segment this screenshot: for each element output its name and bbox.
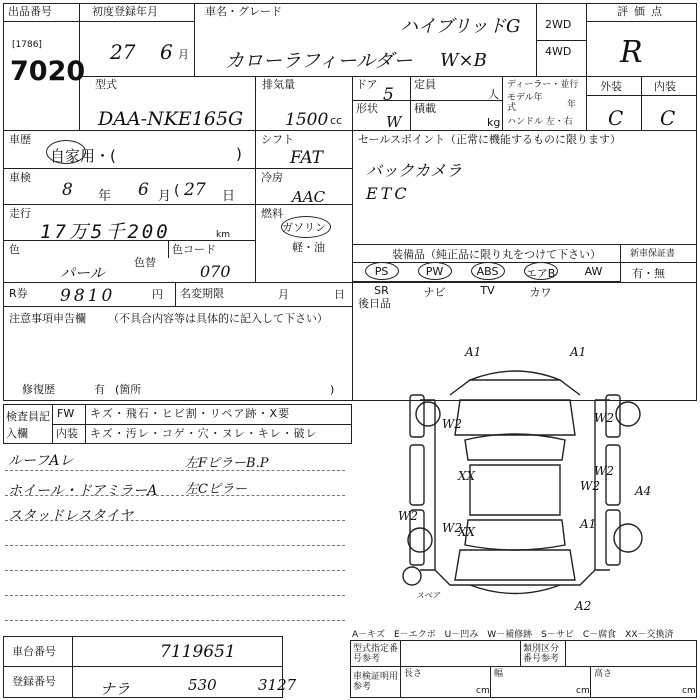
dealer-label: ディーラー・並行 (507, 80, 579, 90)
car-diagram (380, 340, 700, 620)
equipment-circle (418, 262, 452, 280)
lot-number: 7020 (10, 56, 86, 87)
repair-value: 有 (94, 383, 105, 396)
divider (194, 3, 195, 76)
notes-hint: （不具合内容等は具体的に記入して下さい） (108, 312, 328, 325)
model-value: DAA-NKE165G (98, 108, 244, 130)
trunk (455, 550, 575, 580)
history-value: 自家用・( (50, 147, 116, 165)
color-code-label: 色コード (172, 243, 216, 256)
displacement-unit: cc (330, 114, 343, 127)
inspector-label: 検査員記入欄 (6, 410, 50, 440)
ruled-line (5, 620, 345, 621)
damage-mark: W2 (398, 509, 418, 523)
class-label: 類別区分番号参考 (523, 644, 560, 664)
rear-seat-label: 後日品 (358, 297, 391, 310)
rear-bumper (470, 585, 560, 594)
hood (455, 400, 575, 435)
handwritten-right-1: 左FピラーB.P (185, 456, 269, 471)
ruled-line (5, 545, 345, 546)
inspection-paren: ( (174, 183, 180, 199)
model-label: 型式 (95, 78, 117, 91)
mileage-value: 17万5千200 (40, 221, 171, 243)
inspection-label: 車検 (9, 171, 31, 184)
inspection-year: 8 (62, 180, 73, 200)
reg-month: 6 (160, 40, 173, 64)
sales-point-2: ETC (366, 184, 410, 203)
divider (641, 76, 642, 130)
equipment-item: ABS (476, 265, 499, 278)
interior-label: 内装 (654, 80, 676, 93)
shape-label: 形状 (356, 102, 378, 115)
wheel-rl-icon (408, 528, 432, 552)
inspection-day-unit: 日 (222, 189, 236, 204)
lot-label: 出品番号 (8, 5, 52, 18)
handle-label: ハンドル 左・右 (507, 117, 573, 127)
divider (3, 666, 283, 667)
registration-label: 登録番号 (12, 675, 56, 688)
registration-region: ナラ (100, 680, 131, 698)
mileage-label: 走行 (9, 207, 31, 220)
color-code-value: 070 (200, 262, 231, 281)
exterior-label: 外装 (600, 80, 622, 93)
ruled-line (5, 570, 345, 571)
divider (72, 636, 73, 698)
damage-mark: A2 (575, 599, 592, 613)
shape-value: W (386, 113, 402, 131)
inspection-year-unit: 年 (98, 189, 112, 204)
capacity-label: 定員 (414, 78, 436, 91)
divider (502, 76, 503, 130)
inspector-fw-label: FW (57, 407, 75, 420)
chassis-label: 車台番号 (12, 645, 56, 658)
warranty-label: 新車保証書 (630, 249, 676, 259)
inspector-fw-text: キズ・飛石・ヒビ割・リペア跡・X要 (90, 407, 291, 420)
divider (352, 100, 502, 101)
equipment-item: カワ (529, 286, 552, 299)
divider (52, 424, 352, 425)
load-label: 積載 (414, 102, 436, 115)
divider (400, 640, 401, 698)
fuel-circle (281, 216, 331, 238)
damage-mark: A4 (635, 484, 652, 498)
damage-mark: W2 (442, 521, 462, 535)
divider (3, 21, 79, 22)
divider (79, 76, 697, 77)
top-front-curve (470, 371, 560, 380)
handwritten-right-2: 左Cピラー (185, 482, 247, 497)
damage-mark: A1 (570, 345, 587, 359)
first-reg-label: 初度登録年月 (92, 5, 158, 18)
name-change-label: 名変期限 (180, 287, 224, 300)
windshield (465, 434, 565, 460)
history-label: 車歴 (9, 133, 31, 146)
mileage-unit: km (216, 230, 230, 240)
divider (350, 666, 697, 667)
damage-legend: A－キズ E－エクボ U－凹み W－補修跡 S－サビ C－腐食 XX－交換済 (352, 630, 674, 640)
lot-ref: [1786] (12, 40, 42, 50)
damage-mark: W2 (594, 411, 614, 425)
handwritten-note-3: スタッドレスタイヤ (8, 508, 134, 524)
equipment-circle (471, 262, 505, 280)
divider (620, 244, 621, 282)
aircon-label: 冷房 (261, 171, 283, 184)
history-circle (46, 140, 86, 164)
divider (175, 282, 176, 306)
sales-point-1: バックカメラ (366, 161, 463, 180)
score-value: R (620, 35, 643, 70)
cm-1: cm (476, 686, 490, 696)
divider (168, 240, 169, 258)
model-year-unit: 年 (567, 100, 577, 110)
ruled-line (5, 595, 345, 596)
damage-marks (398, 345, 651, 613)
drive-2wd: 2WD (545, 18, 572, 31)
notes-label: 注意事項申告欄 (9, 312, 86, 325)
car-name-handwritten: カローラフィールダー (225, 50, 413, 72)
reg-month-unit: 月 (178, 48, 189, 61)
divider (352, 262, 697, 263)
divider (85, 404, 86, 444)
registration-number: 3127 (258, 676, 297, 694)
equipment-circle (365, 262, 399, 280)
registration-class: 530 (188, 676, 217, 694)
repair-location: (箇所 (115, 383, 142, 396)
grade-handwritten: ハイブリッドG (400, 16, 521, 37)
equipment-item: SR (374, 284, 389, 297)
cm-2: cm (576, 686, 590, 696)
width-label: 幅 (494, 669, 504, 679)
damage-mark: スペア (416, 591, 440, 600)
cert-label: 車検証明用参考 (353, 672, 399, 692)
history-close: ) (236, 145, 242, 163)
model-spec-label: 型式指定番号参考 (353, 644, 399, 664)
capacity-unit: 人 (488, 88, 499, 101)
door-label: ドア (356, 78, 378, 91)
inspector-int-label: 内装 (56, 427, 78, 440)
roof (470, 465, 560, 515)
fuel-gasoline: ガソリン (282, 221, 326, 234)
height-label: 高さ (594, 669, 613, 679)
damage-mark: A1 (465, 345, 482, 359)
divider (590, 666, 591, 698)
exterior-value: C (608, 106, 624, 130)
recycle-unit: 円 (152, 288, 163, 301)
divider (586, 21, 697, 22)
equipment-item: PW (425, 265, 444, 278)
divider (3, 306, 352, 307)
load-unit: kg (487, 116, 501, 129)
wheel-rr-icon (614, 524, 642, 552)
side-panel-fl (410, 395, 424, 437)
repaint-label: 色替 (134, 256, 156, 269)
spare-wheel-icon (403, 567, 421, 585)
damage-mark: W2 (580, 479, 600, 493)
equipment-item: エアB (525, 267, 556, 280)
divider (79, 21, 194, 22)
fuel-diesel: 軽・油 (292, 241, 325, 254)
inspection-month-unit: 月 (158, 189, 172, 204)
sales-points-label: セールスポイント（正常に機能するものに限ります） (358, 133, 622, 146)
equipment-item: TV (480, 284, 495, 297)
grade-extra: W×B (440, 50, 487, 71)
damage-mark: W2 (594, 464, 614, 478)
warranty-value: 有・無 (632, 267, 665, 280)
aircon-value: AAC (292, 188, 326, 206)
length-label: 長さ (404, 669, 423, 679)
divider (352, 130, 353, 401)
handwritten-note-1: ルーフAレ (8, 453, 74, 469)
recycle-value: 9810 (60, 286, 116, 306)
fuel-label: 燃料 (261, 207, 283, 220)
divider (410, 76, 411, 130)
side-panel-rr (606, 510, 620, 565)
interior-value: C (660, 106, 676, 130)
divider (352, 76, 353, 130)
color-label: 色 (9, 243, 20, 256)
inspection-day: 27 (184, 180, 206, 200)
recycle-label: R券 (9, 287, 28, 300)
handwritten-note-2: ホイール・ドアミラーA (8, 483, 158, 499)
divider (52, 404, 53, 444)
divider (352, 244, 697, 245)
divider (586, 3, 587, 130)
displacement-label: 排気量 (262, 78, 295, 91)
shift-label: シフト (261, 133, 294, 146)
score-label: 評価点 (617, 5, 668, 18)
equipment-circle (524, 262, 558, 280)
ruled-line (5, 470, 345, 471)
divider (520, 640, 521, 666)
shift-value: FAT (290, 148, 324, 168)
divider (3, 282, 697, 283)
divider (255, 76, 256, 130)
car-name-label: 車名・グレード (205, 5, 282, 18)
door-value: 5 (383, 85, 394, 105)
top-front-outline (450, 380, 580, 395)
name-change-month: 月 (278, 288, 289, 301)
divider (565, 640, 566, 666)
drive-4wd: 4WD (545, 45, 572, 58)
equipment-label: 装備品（純正品に限り丸をつけて下さい） (392, 248, 601, 261)
divider (536, 40, 586, 41)
rear-glass (465, 520, 565, 550)
damage-mark: W2 (442, 417, 462, 431)
divider (352, 281, 620, 282)
repair-close: ) (330, 383, 335, 396)
divider (3, 130, 697, 131)
equipment-item: PS (374, 265, 389, 278)
model-year-label: モデル年式 (507, 93, 543, 113)
damage-mark: A1 (580, 517, 597, 531)
name-change-day: 日 (334, 288, 345, 301)
inspector-int-text: キズ・汚レ・コゲ・穴・ヌレ・キレ・破レ (90, 427, 318, 440)
side-panel-ml (410, 445, 424, 505)
divider (255, 130, 256, 282)
damage-mark: XX (458, 469, 476, 483)
cm-3: cm (682, 686, 696, 696)
color-value: パール (60, 264, 105, 282)
reg-year: 27 (110, 40, 136, 64)
displacement-value: 1500 (285, 110, 329, 130)
equipment-item: AW (584, 265, 603, 278)
chassis-value: 7119651 (160, 642, 236, 662)
inspection-month: 6 (138, 180, 149, 200)
equipment-item: ナビ (423, 286, 446, 299)
damage-mark: XX (458, 525, 476, 539)
repair-label: 修復歴 (22, 383, 55, 396)
wheel-fl-icon (416, 402, 440, 426)
divider (3, 168, 352, 169)
divider (490, 666, 491, 698)
